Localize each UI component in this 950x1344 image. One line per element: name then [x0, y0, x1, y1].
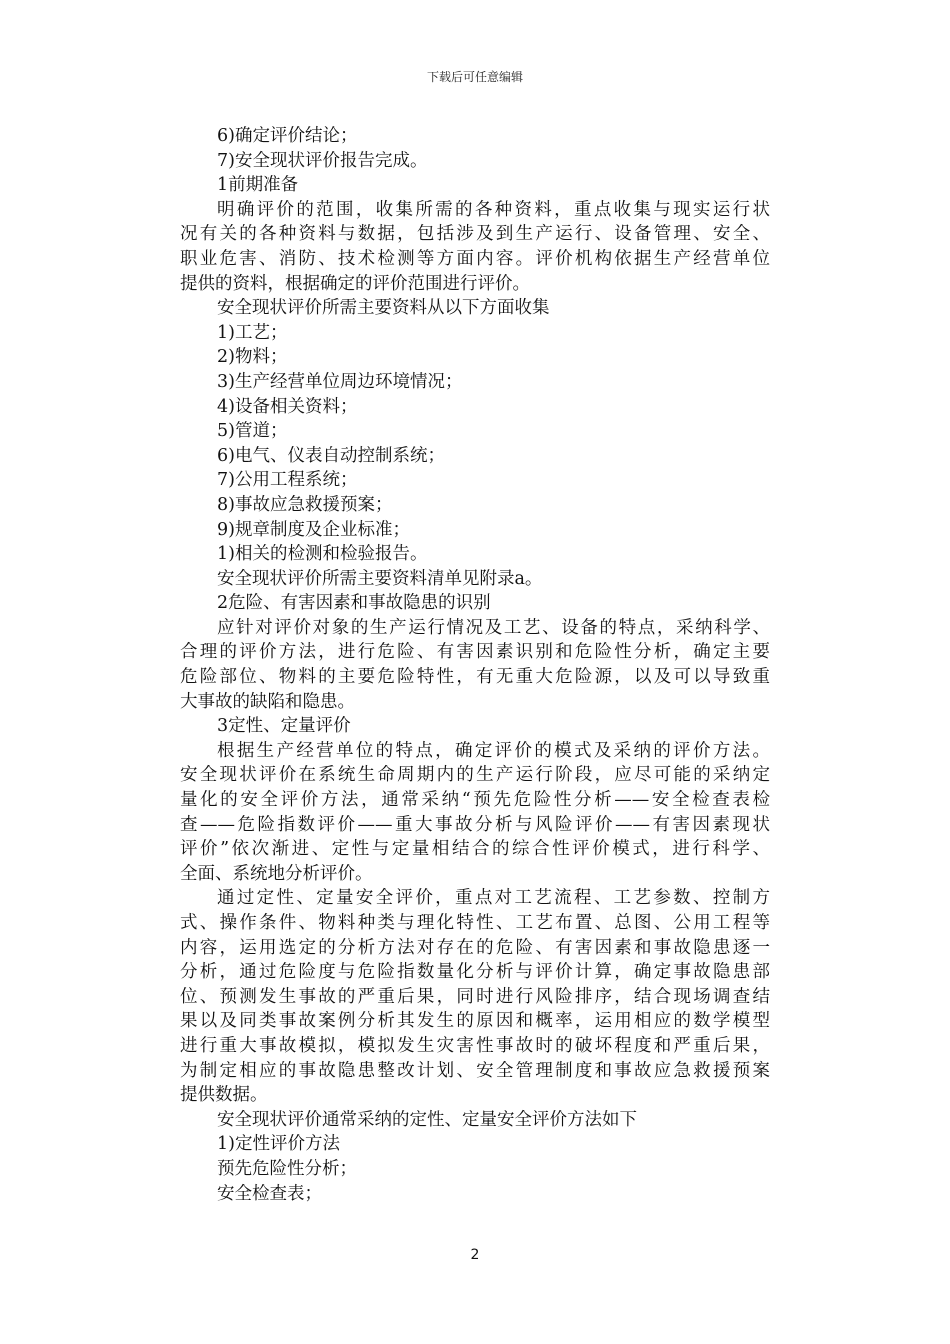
text-line: 式、操作条件、物料种类与理化特性、工艺布置、总图、公用工程等 [180, 913, 770, 933]
text-line: 1)工艺； [217, 322, 288, 343]
text-line: 评价”依次渐进、定性与定量相结合的综合性评价模式，进行科学、 [180, 839, 770, 860]
text-line: 全面、系统地分析评价。 [180, 863, 373, 884]
text-line: 1)相关的检测和检验报告。 [217, 544, 428, 565]
text-line: 3定性、定量评价 [217, 716, 351, 737]
text-line: 明确评价的范围，收集所需的各种资料，重点收集与现实运行状 [217, 199, 770, 220]
text-line: 危险部位、物料的主要危险特性，有无重大危险源，以及可以导致重 [180, 667, 770, 688]
text-line: 况有关的各种资料与数据，包括涉及到生产运行、设备管理、安全、 [180, 224, 770, 245]
text-line: 安全现状评价在系统生命周期内的生产运行阶段，应尽可能的采纳定 [180, 765, 770, 786]
text-line: 果以及同类事故案例分析其发生的原因和概率，运用相应的数学模型 [180, 1011, 770, 1032]
text-line: 4)设备相关资料； [217, 396, 358, 417]
text-line: 3)生产经营单位周边环境情况； [217, 371, 463, 392]
text-line: 通过定性、定量安全评价，重点对工艺流程、工艺参数、控制方 [217, 888, 770, 909]
page-header-note: 下载后可任意编辑 [426, 70, 523, 84]
text-line: 提供的资料，根据确定的评价范围进行评价。 [180, 273, 530, 294]
text-line: 根据生产经营单位的特点，确定评价的模式及采纳的评价方法。 [217, 740, 770, 761]
text-line: 安全现状评价所需主要资料从以下方面收集 [217, 298, 550, 319]
text-line: 安全现状评价通常采纳的定性、定量安全评价方法如下 [217, 1109, 637, 1130]
text-line: 1)定性评价方法 [217, 1134, 340, 1155]
text-line: 7)安全现状评价报告完成。 [217, 150, 428, 171]
text-line: 安全检查表； [217, 1183, 322, 1204]
text-line: 提供数据。 [180, 1085, 268, 1106]
text-line: 6)确定评价结论； [217, 126, 358, 146]
text-line: 1前期准备 [217, 175, 299, 196]
text-line: 量化的安全评价方法，通常采纳“预先危险性分析——安全检查表检 [180, 790, 770, 811]
text-line: 大事故的缺陷和隐患。 [180, 691, 355, 712]
text-line: 8)事故应急救援预案； [217, 494, 393, 515]
text-line: 2危险、有害因素和事故隐患的识别 [217, 593, 491, 614]
text-line: 应针对评价对象的生产运行情况及工艺、设备的特点，采纳科学、 [217, 617, 770, 638]
text-line: 分析，通过危险度与危险指数量化分析与评价计算，确定事故隐患部 [180, 962, 770, 983]
document-body [180, 124, 770, 1206]
text-line: 为制定相应的事故隐患整改计划、安全管理制度和事故应急救援预案 [180, 1060, 770, 1081]
text-line: 位、预测发生事故的严重后果，同时进行风险排序，结合现场调查结 [180, 986, 770, 1007]
text-line: 6)电气、仪表自动控制系统； [217, 445, 445, 466]
text-line: 5)管道； [217, 421, 288, 442]
text-line: 安全现状评价所需主要资料清单见附录a。 [217, 568, 543, 589]
text-line: 职业危害、消防、技术检测等方面内容。评价机构依据生产经营单位 [180, 248, 770, 269]
page-number: 2 [470, 1247, 480, 1263]
text-line: 进行重大事故模拟，模拟发生灾害性事故时的破坏程度和严重后果， [180, 1035, 770, 1056]
text-line: 预先危险性分析； [217, 1158, 357, 1179]
text-line: 查——危险指数评价——重大事故分析与风险评价——有害因素现状 [180, 814, 770, 835]
text-line: 9)规章制度及企业标准； [217, 519, 410, 540]
text-line: 合理的评价方法，进行危险、有害因素识别和危险性分析，确定主要 [180, 642, 770, 663]
text-line: 内容，运用选定的分析方法对存在的危险、有害因素和事故隐患逐一 [180, 937, 770, 958]
text-line: 2)物料； [217, 347, 288, 368]
text-line: 7)公用工程系统； [217, 470, 358, 491]
